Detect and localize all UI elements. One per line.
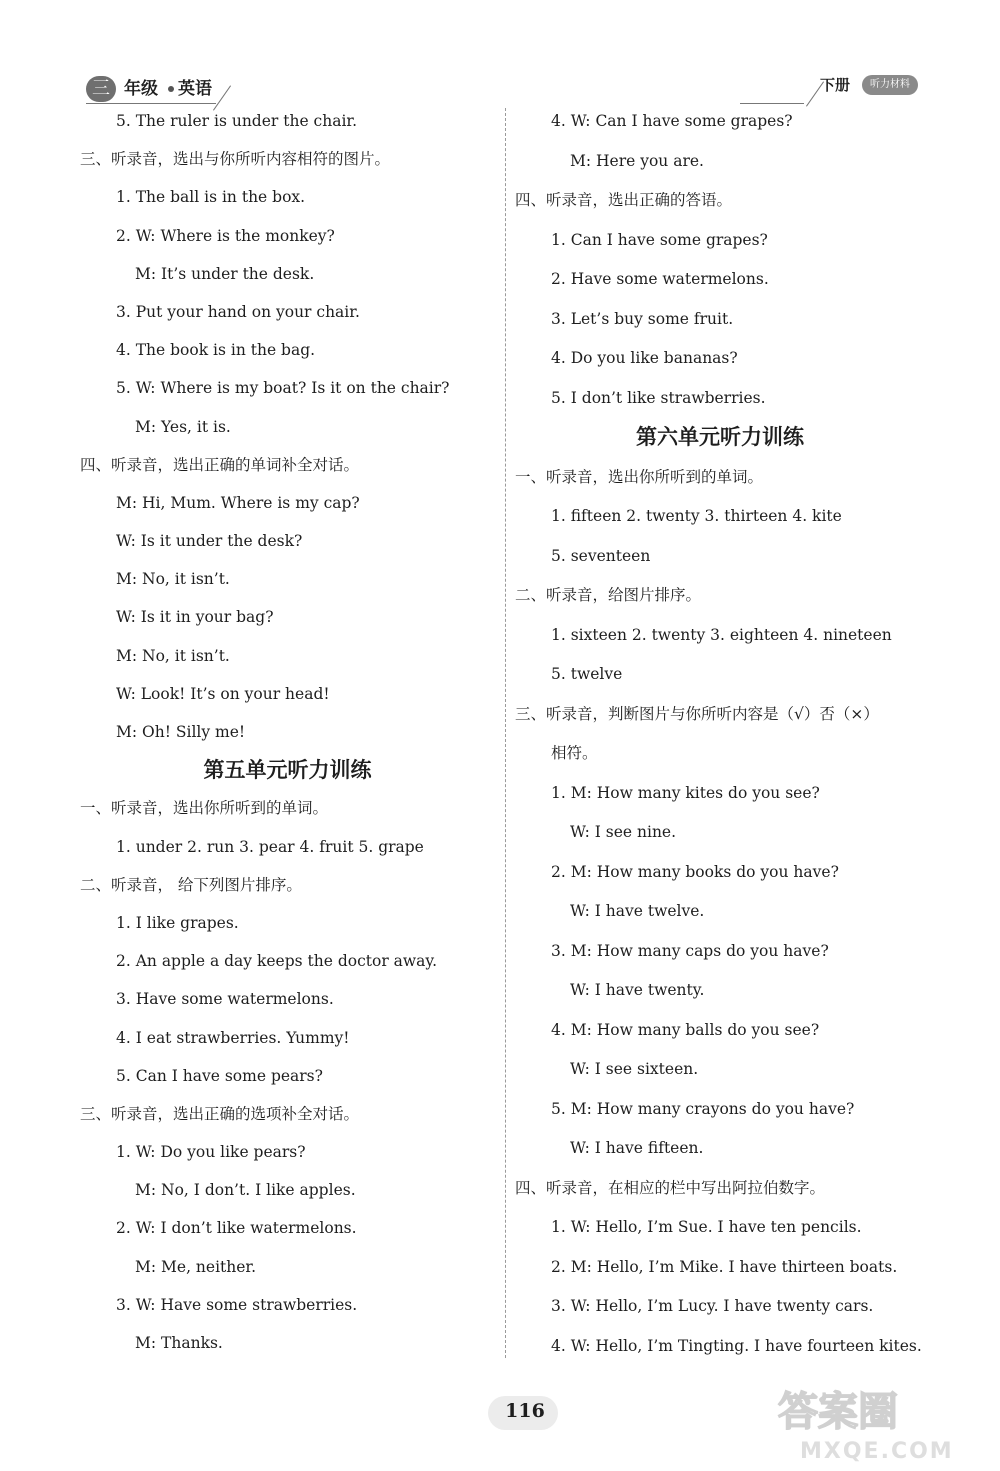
text-line: 2. W: Where is the monkey? — [116, 226, 335, 245]
watermark-text: 答案圈 — [778, 1389, 898, 1435]
text-line: 2. M: Hello, I’m Mike. I have thirteen boats. — [551, 1257, 898, 1276]
unit-title: 第六单元听力训练 — [636, 425, 804, 449]
text-line: W: Is it under the desk? — [116, 532, 303, 551]
text-line: 1. sixteen 2. twenty 3. eighteen 4. nineteen — [551, 625, 892, 644]
text-line: 1. fifteen 2. twenty 3. thirteen 4. kite — [551, 507, 842, 525]
dialogue-reply: M: No, I don’t. I like apples. — [135, 1181, 356, 1200]
page-header — [0, 0, 1000, 110]
text-line: 5. M: How many crayons do you have? — [551, 1099, 855, 1118]
text-line: 3. W: Hello, I’m Lucy. I have twenty cars. — [551, 1297, 874, 1315]
grade-badge: 三 — [86, 76, 116, 102]
subject-label: 英语 — [178, 79, 212, 99]
text-line: 1. W: Hello, I’m Sue. I have ten pencils. — [551, 1218, 862, 1236]
section-heading: 四、听录音，选出正确的答语。 — [515, 191, 733, 209]
text-line: 1. under 2. run 3. pear 4. fruit 5. grape — [116, 837, 424, 856]
text-line: 1. I like grapes. — [116, 913, 239, 932]
dialogue-reply: M: Thanks. — [135, 1334, 223, 1352]
text-line: 3. M: How many caps do you have? — [551, 941, 829, 960]
text-line: 4. Do you like bananas? — [551, 349, 738, 367]
dialogue-reply: W: I have fifteen. — [570, 1139, 704, 1157]
text-line: 1. Can I have some grapes? — [551, 230, 768, 249]
text-line: M: Oh! Silly me! — [116, 723, 246, 741]
dialogue-reply: M: It’s under the desk. — [135, 264, 315, 283]
text-line: W: Look! It’s on your head! — [116, 684, 330, 703]
text-line: 4. I eat strawberries. Yummy! — [116, 1028, 350, 1047]
section-heading: 三、听录音，选出正确的选项补全对话。 — [80, 1104, 360, 1123]
text-line: 4. M: How many balls do you see? — [551, 1020, 820, 1039]
grade-label: 年级 — [124, 79, 158, 99]
section-heading: 三、听录音，选出与你所听内容相符的图片。 — [80, 150, 391, 169]
text-line: 3. W: Have some strawberries. — [116, 1295, 358, 1314]
text-line: 3. Let’s buy some fruit. — [551, 309, 734, 328]
text-line: 3. Have some watermelons. — [116, 990, 334, 1009]
section-heading: 一、听录音，选出你所听到的单词。 — [515, 467, 764, 486]
text-line: 2. Have some watermelons. — [551, 270, 769, 288]
section-heading: 四、听录音，选出正确的单词补全对话。 — [80, 455, 360, 474]
dialogue-reply: W: I see nine. — [570, 823, 677, 841]
text-line: 1. The ball is in the box. — [116, 188, 306, 207]
right-column — [515, 102, 925, 1366]
section-heading: 二、听录音，给图片排序。 — [515, 586, 702, 604]
text-line: M: No, it isn’t. — [116, 646, 230, 665]
text-line: 5. seventeen — [551, 546, 651, 565]
text-line: 1. M: How many kites do you see? — [551, 783, 820, 802]
dialogue-reply: W: I see sixteen. — [570, 1060, 699, 1078]
text-line: 5. W: Where is my boat? Is it on the chair? — [116, 379, 450, 398]
page-number: 116 — [505, 1400, 545, 1422]
text-line: M: Hi, Mum. Where is my cap? — [116, 493, 360, 512]
section-heading: 二、听录音， 给下列图片排序。 — [80, 875, 302, 894]
text-line: 5. Can I have some pears? — [116, 1066, 323, 1085]
dialogue-reply: M: Here you are. — [570, 151, 704, 170]
text-line: M: No, it isn’t. — [116, 570, 230, 589]
dialogue-reply: W: I have twelve. — [570, 902, 705, 920]
text-line: 5. twelve — [551, 665, 623, 683]
watermark-logo — [770, 1380, 985, 1465]
text-line: 3. Put your hand on your chair. — [116, 302, 360, 321]
volume-label: 下册 — [820, 76, 851, 94]
text-line: 相符。 — [551, 744, 598, 762]
watermark-url: MXQE.COM — [800, 1439, 954, 1464]
text-line: 2. M: How many books do you have? — [551, 862, 839, 881]
text-line: 5. The ruler is under the chair. — [116, 112, 358, 130]
dialogue-reply: W: I have twenty. — [570, 981, 705, 999]
text-line: 1. W: Do you like pears? — [116, 1143, 306, 1162]
section-heading: 三、听录音，判断图片与你所听内容是（√）否（×） — [515, 704, 879, 723]
text-line: W: Is it in your bag? — [116, 608, 274, 627]
text-line: 5. I don’t like strawberries. — [551, 388, 766, 407]
text-line: 4. W: Can I have some grapes? — [551, 112, 793, 130]
text-line: 2. An apple a day keeps the doctor away. — [116, 952, 438, 971]
text-line: 2. W: I don’t like watermelons. — [116, 1219, 357, 1238]
text-line: 4. W: Hello, I’m Tingting. I have fourteen kites. — [551, 1336, 922, 1355]
column-divider — [505, 108, 506, 1358]
dialogue-reply: M: Yes, it is. — [135, 417, 231, 436]
left-column — [80, 102, 495, 1362]
section-heading: 一、听录音，选出你所听到的单词。 — [80, 799, 329, 818]
section-heading: 四、听录音，在相应的栏中写出阿拉伯数字。 — [515, 1178, 826, 1197]
unit-title: 第五单元听力训练 — [203, 758, 372, 783]
listening-material-badge: 听力材料 — [862, 75, 918, 95]
dialogue-reply: M: Me, neither. — [135, 1257, 257, 1276]
separator-dot — [168, 86, 174, 92]
text-line: 4. The book is in the bag. — [116, 341, 316, 360]
